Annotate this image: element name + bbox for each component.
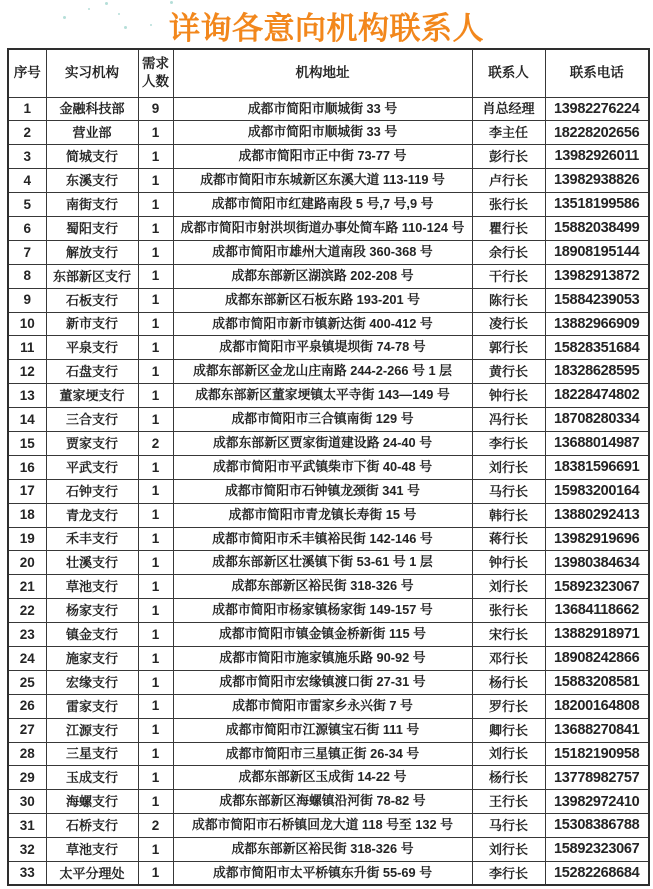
row-number-cell: 17: [8, 479, 46, 503]
contact-name-cell: 钟行长: [472, 551, 545, 575]
row-number-cell: 32: [8, 838, 46, 862]
row-number-cell: 19: [8, 527, 46, 551]
institution-cell: 太平分理处: [46, 862, 138, 886]
row-number-cell: 29: [8, 766, 46, 790]
contact-phone-cell: 13688014987: [545, 431, 649, 455]
headcount-cell: 1: [138, 240, 173, 264]
headcount-cell: 2: [138, 431, 173, 455]
table-row: [8, 145, 649, 169]
headcount-cell: 1: [138, 216, 173, 240]
contact-name-cell: 李行长: [472, 431, 545, 455]
contact-phone-cell: 13882918971: [545, 623, 649, 647]
contact-name-cell: 邓行长: [472, 646, 545, 670]
contact-name-cell: 卿行长: [472, 718, 545, 742]
address-cell: 成都市简阳市正中街 73-77 号: [173, 145, 472, 169]
contacts-table: [7, 48, 650, 886]
institution-cell: 南街支行: [46, 193, 138, 217]
table-row: [8, 694, 649, 718]
contact-phone-cell: 18908242866: [545, 646, 649, 670]
contact-phone-cell: 13518199586: [545, 193, 649, 217]
headcount-cell: 1: [138, 551, 173, 575]
contact-phone-cell: 13778982757: [545, 766, 649, 790]
institution-cell: 简城支行: [46, 145, 138, 169]
header-institution: 实习机构: [46, 49, 138, 97]
address-cell: 成都市简阳市东城新区东溪大道 113-119 号: [173, 169, 472, 193]
contact-name-cell: 刘行长: [472, 455, 545, 479]
address-cell: 成都市简阳市新市镇新达街 400-412 号: [173, 312, 472, 336]
contact-phone-cell: 15892323067: [545, 838, 649, 862]
contact-phone-cell: 13688270841: [545, 718, 649, 742]
contact-phone-cell: 13982972410: [545, 790, 649, 814]
table-row: [8, 862, 649, 886]
headcount-cell: 1: [138, 790, 173, 814]
headcount-cell: 1: [138, 766, 173, 790]
address-cell: 成都市简阳市红建路南段 5 号,7 号,9 号: [173, 193, 472, 217]
row-number-cell: 4: [8, 169, 46, 193]
address-cell: 成都市简阳市青龙镇长寿街 15 号: [173, 503, 472, 527]
address-cell: 成都东部新区玉成街 14-22 号: [173, 766, 472, 790]
row-number-cell: 9: [8, 288, 46, 312]
headcount-cell: 1: [138, 503, 173, 527]
table-row: [8, 455, 649, 479]
institution-cell: 解放支行: [46, 240, 138, 264]
contact-name-cell: 杨行长: [472, 670, 545, 694]
contact-name-cell: 蒋行长: [472, 527, 545, 551]
table-row: [8, 575, 649, 599]
table-row: [8, 408, 649, 432]
institution-cell: 平武支行: [46, 455, 138, 479]
contact-name-cell: 马行长: [472, 479, 545, 503]
headcount-cell: 1: [138, 384, 173, 408]
headcount-cell: 1: [138, 694, 173, 718]
institution-cell: 营业部: [46, 121, 138, 145]
institution-cell: 草池支行: [46, 838, 138, 862]
contact-phone-cell: 13684118662: [545, 599, 649, 623]
contact-phone-cell: 18328628595: [545, 360, 649, 384]
table-row: [8, 527, 649, 551]
institution-cell: 蜀阳支行: [46, 216, 138, 240]
institution-cell: 金融科技部: [46, 97, 138, 121]
contact-name-cell: 刘行长: [472, 575, 545, 599]
headcount-cell: 1: [138, 575, 173, 599]
headcount-cell: 1: [138, 862, 173, 886]
institution-cell: 平泉支行: [46, 336, 138, 360]
contact-name-cell: 王行长: [472, 790, 545, 814]
institution-cell: 石板支行: [46, 288, 138, 312]
row-number-cell: 2: [8, 121, 46, 145]
headcount-cell: 2: [138, 814, 173, 838]
headcount-cell: 1: [138, 312, 173, 336]
contact-name-cell: 罗行长: [472, 694, 545, 718]
row-number-cell: 26: [8, 694, 46, 718]
contact-phone-cell: 13882966909: [545, 312, 649, 336]
header-address: 机构地址: [173, 49, 472, 97]
headcount-cell: 1: [138, 646, 173, 670]
table-row: [8, 599, 649, 623]
contact-name-cell: 刘行长: [472, 742, 545, 766]
contact-phone-cell: 15882038499: [545, 216, 649, 240]
contact-phone-cell: 13982926011: [545, 145, 649, 169]
contact-phone-cell: 15182190958: [545, 742, 649, 766]
contact-name-cell: 张行长: [472, 193, 545, 217]
institution-cell: 贾家支行: [46, 431, 138, 455]
table-row: [8, 646, 649, 670]
table-row: [8, 312, 649, 336]
address-cell: 成都东部新区裕民街 318-326 号: [173, 575, 472, 599]
institution-cell: 宏缘支行: [46, 670, 138, 694]
table-row: [8, 551, 649, 575]
institution-cell: 石桥支行: [46, 814, 138, 838]
headcount-cell: 1: [138, 145, 173, 169]
contact-phone-cell: 18381596691: [545, 455, 649, 479]
row-number-cell: 27: [8, 718, 46, 742]
institution-cell: 禾丰支行: [46, 527, 138, 551]
table-row: [8, 121, 649, 145]
row-number-cell: 6: [8, 216, 46, 240]
contact-name-cell: 卢行长: [472, 169, 545, 193]
contact-phone-cell: 15884239053: [545, 288, 649, 312]
row-number-cell: 31: [8, 814, 46, 838]
address-cell: 成都市简阳市雄州大道南段 360-368 号: [173, 240, 472, 264]
row-number-cell: 1: [8, 97, 46, 121]
contact-name-cell: 肖总经理: [472, 97, 545, 121]
contact-phone-cell: 13982919696: [545, 527, 649, 551]
institution-cell: 石盘支行: [46, 360, 138, 384]
institution-cell: 海螺支行: [46, 790, 138, 814]
institution-cell: 江源支行: [46, 718, 138, 742]
row-number-cell: 7: [8, 240, 46, 264]
header-contact-name: 联系人: [472, 49, 545, 97]
institution-cell: 杨家支行: [46, 599, 138, 623]
institution-cell: 东溪支行: [46, 169, 138, 193]
table-row: [8, 216, 649, 240]
contact-name-cell: 张行长: [472, 599, 545, 623]
institution-cell: 草池支行: [46, 575, 138, 599]
address-cell: 成都市简阳市石桥镇回龙大道 118 号至 132 号: [173, 814, 472, 838]
table-row: [8, 264, 649, 288]
contact-name-cell: 凌行长: [472, 312, 545, 336]
institution-cell: 镇金支行: [46, 623, 138, 647]
institution-cell: 三星支行: [46, 742, 138, 766]
contact-name-cell: 杨行长: [472, 766, 545, 790]
address-cell: 成都东部新区湖滨路 202-208 号: [173, 264, 472, 288]
table-row: [8, 766, 649, 790]
table-row: [8, 623, 649, 647]
contact-phone-cell: 13982276224: [545, 97, 649, 121]
address-cell: 成都东部新区董家埂镇太平寺街 143—149 号: [173, 384, 472, 408]
institution-cell: 壮溪支行: [46, 551, 138, 575]
contact-name-cell: 冯行长: [472, 408, 545, 432]
row-number-cell: 11: [8, 336, 46, 360]
institution-cell: 东部新区支行: [46, 264, 138, 288]
headcount-cell: 1: [138, 169, 173, 193]
headcount-cell: 1: [138, 455, 173, 479]
row-number-cell: 24: [8, 646, 46, 670]
headcount-cell: 1: [138, 718, 173, 742]
table-row: [8, 742, 649, 766]
address-cell: 成都东部新区石板东路 193-201 号: [173, 288, 472, 312]
header-contact-phone: 联系电话: [545, 49, 649, 97]
institution-cell: 施家支行: [46, 646, 138, 670]
headcount-cell: 1: [138, 623, 173, 647]
contact-name-cell: 刘行长: [472, 838, 545, 862]
headcount-cell: 1: [138, 264, 173, 288]
table-row: [8, 360, 649, 384]
table-row: [8, 431, 649, 455]
table-row: [8, 384, 649, 408]
contact-phone-cell: 18228202656: [545, 121, 649, 145]
row-number-cell: 33: [8, 862, 46, 886]
headcount-cell: 1: [138, 360, 173, 384]
header-row-number: 序号: [8, 49, 46, 97]
address-cell: 成都市简阳市顺城街 33 号: [173, 121, 472, 145]
institution-cell: 石钟支行: [46, 479, 138, 503]
row-number-cell: 22: [8, 599, 46, 623]
headcount-cell: 1: [138, 336, 173, 360]
row-number-cell: 10: [8, 312, 46, 336]
headcount-cell: 1: [138, 408, 173, 432]
address-cell: 成都市简阳市平泉镇堤坝街 74-78 号: [173, 336, 472, 360]
address-cell: 成都市简阳市雷家乡永兴街 7 号: [173, 694, 472, 718]
table-row: [8, 288, 649, 312]
row-number-cell: 3: [8, 145, 46, 169]
contact-phone-cell: 15828351684: [545, 336, 649, 360]
address-cell: 成都东部新区贾家街道建设路 24-40 号: [173, 431, 472, 455]
contact-name-cell: 郭行长: [472, 336, 545, 360]
headcount-cell: 1: [138, 479, 173, 503]
row-number-cell: 12: [8, 360, 46, 384]
address-cell: 成都市简阳市三合镇南街 129 号: [173, 408, 472, 432]
table-body: [8, 97, 649, 885]
table-row: [8, 240, 649, 264]
institution-cell: 新市支行: [46, 312, 138, 336]
institution-cell: 董家埂支行: [46, 384, 138, 408]
contact-name-cell: 钟行长: [472, 384, 545, 408]
headcount-cell: 9: [138, 97, 173, 121]
headcount-cell: 1: [138, 670, 173, 694]
row-number-cell: 13: [8, 384, 46, 408]
address-cell: 成都东部新区壮溪镇下街 53-61 号 1 层: [173, 551, 472, 575]
contact-name-cell: 彭行长: [472, 145, 545, 169]
contact-phone-cell: 18908195144: [545, 240, 649, 264]
table-row: [8, 670, 649, 694]
contact-name-cell: 瞿行长: [472, 216, 545, 240]
table-row: [8, 97, 649, 121]
contact-phone-cell: 18200164808: [545, 694, 649, 718]
row-number-cell: 18: [8, 503, 46, 527]
table-row: [8, 790, 649, 814]
contact-name-cell: 黄行长: [472, 360, 545, 384]
contact-phone-cell: 13980384634: [545, 551, 649, 575]
address-cell: 成都市简阳市石钟镇龙颈街 341 号: [173, 479, 472, 503]
table-row: [8, 336, 649, 360]
institution-cell: 三合支行: [46, 408, 138, 432]
header-headcount: 需求人数: [138, 49, 173, 97]
contact-name-cell: 宋行长: [472, 623, 545, 647]
address-cell: 成都市简阳市三星镇正街 26-34 号: [173, 742, 472, 766]
table-row: [8, 814, 649, 838]
headcount-cell: 1: [138, 838, 173, 862]
contact-name-cell: 马行长: [472, 814, 545, 838]
contact-phone-cell: 15282268684: [545, 862, 649, 886]
row-number-cell: 8: [8, 264, 46, 288]
row-number-cell: 28: [8, 742, 46, 766]
row-number-cell: 15: [8, 431, 46, 455]
contact-phone-cell: 13982913872: [545, 264, 649, 288]
table-row: [8, 838, 649, 862]
row-number-cell: 14: [8, 408, 46, 432]
headcount-cell: 1: [138, 288, 173, 312]
contact-name-cell: 韩行长: [472, 503, 545, 527]
address-cell: 成都市简阳市施家镇施乐路 90-92 号: [173, 646, 472, 670]
headcount-cell: 1: [138, 121, 173, 145]
table-row: [8, 479, 649, 503]
row-number-cell: 25: [8, 670, 46, 694]
row-number-cell: 16: [8, 455, 46, 479]
contact-name-cell: 陈行长: [472, 288, 545, 312]
contact-phone-cell: 18228474802: [545, 384, 649, 408]
row-number-cell: 20: [8, 551, 46, 575]
contact-name-cell: 余行长: [472, 240, 545, 264]
contact-phone-cell: 18708280334: [545, 408, 649, 432]
headcount-cell: 1: [138, 599, 173, 623]
table-row: [8, 503, 649, 527]
header-row: [8, 49, 649, 97]
address-cell: 成都市简阳市镇金镇金桥新街 115 号: [173, 623, 472, 647]
institution-cell: 玉成支行: [46, 766, 138, 790]
table-row: [8, 718, 649, 742]
headcount-cell: 1: [138, 193, 173, 217]
address-cell: 成都市简阳市禾丰镇裕民街 142-146 号: [173, 527, 472, 551]
row-number-cell: 23: [8, 623, 46, 647]
contact-phone-cell: 13982938826: [545, 169, 649, 193]
row-number-cell: 30: [8, 790, 46, 814]
address-cell: 成都市简阳市顺城街 33 号: [173, 97, 472, 121]
table-header: [8, 49, 649, 97]
address-cell: 成都东部新区海螺镇沿河街 78-82 号: [173, 790, 472, 814]
address-cell: 成都市简阳市江源镇宝石街 111 号: [173, 718, 472, 742]
contact-phone-cell: 15883208581: [545, 670, 649, 694]
row-number-cell: 5: [8, 193, 46, 217]
row-number-cell: 21: [8, 575, 46, 599]
contact-name-cell: 干行长: [472, 264, 545, 288]
address-cell: 成都市简阳市平武镇柴市下街 40-48 号: [173, 455, 472, 479]
contact-name-cell: 李行长: [472, 862, 545, 886]
contact-phone-cell: 15983200164: [545, 479, 649, 503]
institution-cell: 雷家支行: [46, 694, 138, 718]
contact-phone-cell: 15308386788: [545, 814, 649, 838]
contact-phone-cell: 13880292413: [545, 503, 649, 527]
address-cell: 成都市简阳市太平桥镇东升街 55-69 号: [173, 862, 472, 886]
address-cell: 成都市简阳市射洪坝街道办事处简车路 110-124 号: [173, 216, 472, 240]
headcount-cell: 1: [138, 527, 173, 551]
contact-name-cell: 李主任: [472, 121, 545, 145]
address-cell: 成都东部新区金龙山庄南路 244-2-266 号 1 层: [173, 360, 472, 384]
address-cell: 成都市简阳市宏缘镇渡口街 27-31 号: [173, 670, 472, 694]
contact-phone-cell: 15892323067: [545, 575, 649, 599]
table-row: [8, 193, 649, 217]
institution-cell: 青龙支行: [46, 503, 138, 527]
headcount-cell: 1: [138, 742, 173, 766]
address-cell: 成都市简阳市杨家镇杨家街 149-157 号: [173, 599, 472, 623]
table-row: [8, 169, 649, 193]
page-title: 详询各意向机构联系人: [169, 11, 484, 46]
address-cell: 成都东部新区裕民街 318-326 号: [173, 838, 472, 862]
